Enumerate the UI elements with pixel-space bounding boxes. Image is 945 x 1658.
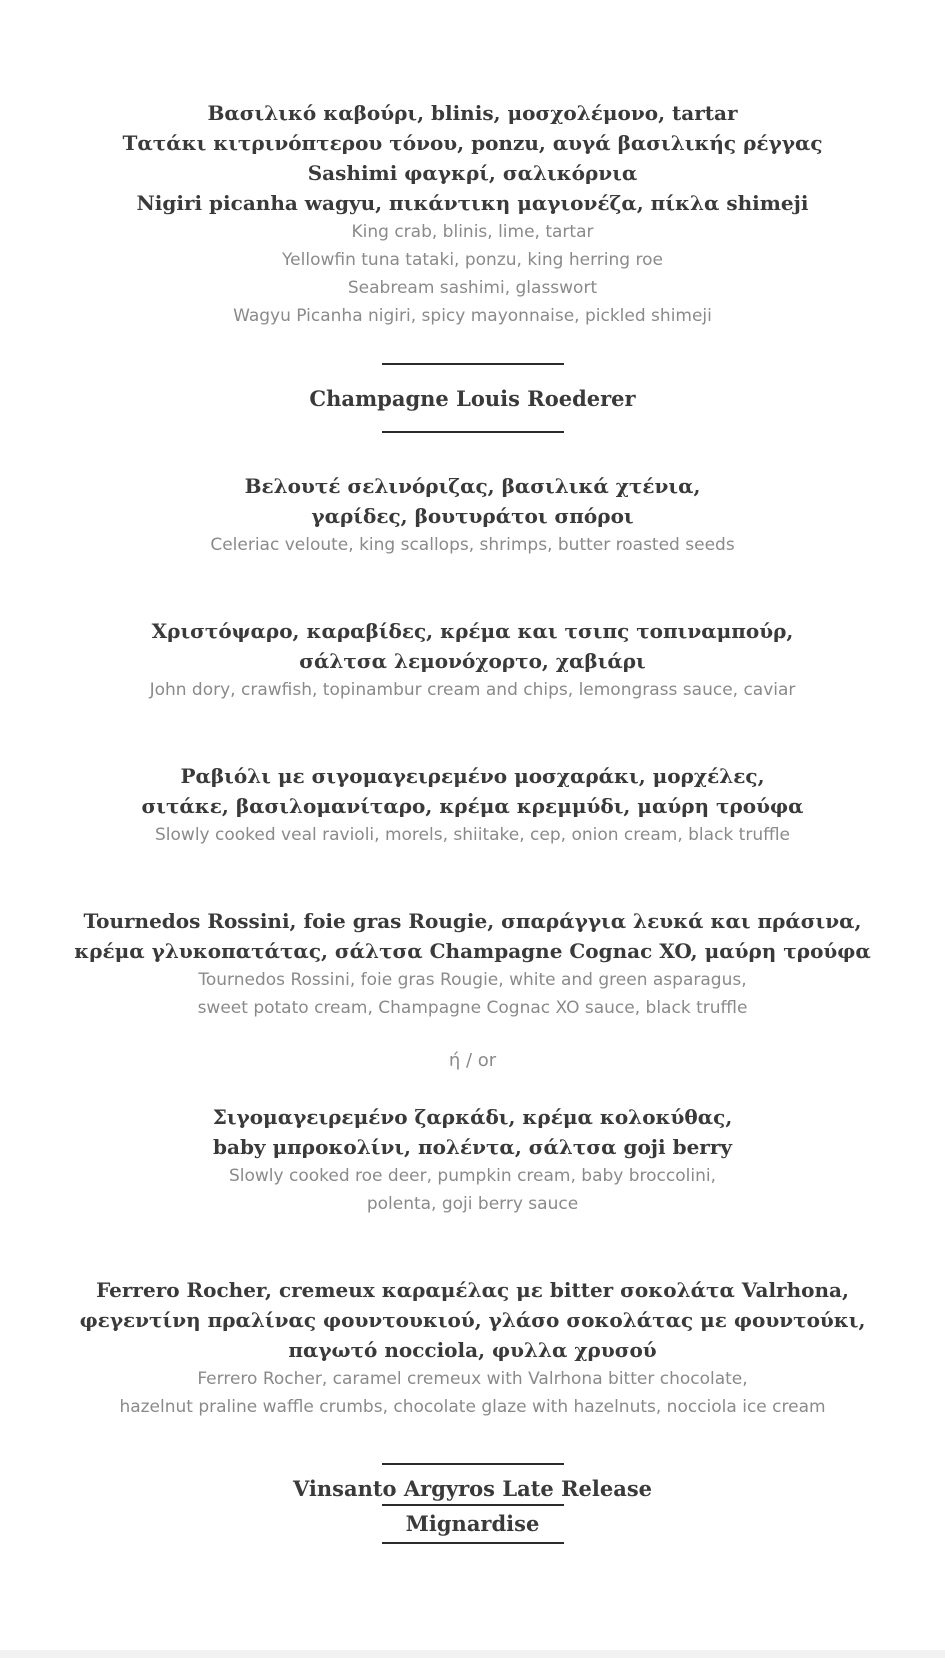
dish-title-gr: Βελουτέ σελινόριζας, βασιλικά χτένια,: [244, 474, 701, 498]
mignardise-label: Mignardise: [405, 1511, 540, 1536]
dish-title-gr: κρέμα γλυκοπατάτας, σάλτσα Champagne Cognac XO, μαύρη τρούφα: [74, 939, 871, 963]
dish-title-en: sweet potato cream, Champagne Cognac XO sauce, black truffle: [197, 998, 748, 1018]
course-main-deer: [0, 1102, 945, 1218]
dish-title-gr: Nigiri picanha wagyu, πικάντικη μαγιονέζα, πίκλα shimeji: [136, 191, 809, 215]
dish-title-gr: Sashimi φαγκρί, σαλικόρνια: [307, 161, 638, 185]
dish-title-en: Yellowfin tuna tataki, ponzu, king herring roe: [282, 250, 663, 270]
dish-title-en: John dory, crawfish, topinambur cream and chips, lemongrass sauce, caviar: [149, 680, 796, 700]
dish-title-en: Slowly cooked veal ravioli, morels, shiitake, cep, onion cream, black truffle: [155, 825, 790, 845]
course-fish: [0, 616, 945, 704]
dish-title-gr: baby μπροκολίνι, πολέντα, σάλτσα goji berry: [213, 1135, 732, 1159]
page-bottom-edge: [0, 1650, 945, 1658]
dish-title-gr: Tournedos Rossini, foie gras Rougie, σπαράγγια λευκά και πράσινα,: [83, 909, 862, 933]
dish-title-gr: παγωτό nocciola, φυλλα χρυσού: [288, 1338, 657, 1362]
dish-title-en: Slowly cooked roe deer, pumpkin cream, baby broccolini,: [228, 1166, 716, 1186]
wine-pairing: Champagne Louis Roederer: [309, 386, 636, 411]
dish-title-en: Ferrero Rocher, caramel cremeux with Valrhona bitter chocolate,: [197, 1369, 748, 1389]
dish-title-gr: σάλτσα λεμονόχορτο, χαβιάρι: [299, 649, 646, 673]
dish-title-gr: Ferrero Rocher, cremeux καραμέλας με bitter σοκολάτα Valrhona,: [96, 1278, 849, 1302]
dish-title-gr: σιτάκε, βασιλομανίταρο, κρέμα κρεμμύδι, μαύρη τρούφα: [141, 794, 804, 818]
course-pasta: [0, 761, 945, 849]
course-amuse-bouche: [0, 98, 945, 330]
dish-title-gr: Σιγομαγειρεμένο ζαρκάδι, κρέμα κολοκύθας,: [212, 1105, 733, 1129]
dish-title-gr: Τατάκι κιτρινόπτερου τόνου, ponzu, αυγά βασιλικής ρέγγας: [122, 131, 823, 155]
or-separator: ή / or: [448, 1050, 497, 1071]
dessert-wine-pairing: Vinsanto Argyros Late Release: [292, 1476, 653, 1501]
dish-title-gr: Χριστόψαρο, καραβίδες, κρέμα και τσιπς τοπιναμπούρ,: [151, 619, 794, 643]
course-main-beef: [0, 906, 945, 1022]
dish-title-en: Seabream sashimi, glasswort: [347, 278, 598, 298]
dish-title-en: Tournedos Rossini, foie gras Rougie, white and green asparagus,: [198, 970, 747, 990]
dish-title-en: Celeriac veloute, king scallops, shrimps, butter roasted seeds: [210, 535, 735, 555]
course-soup: [0, 471, 945, 559]
divider-line: [382, 1542, 564, 1544]
dish-title-gr: Βασιλικό καβούρι, blinis, μοσχολέμονο, tartar: [207, 101, 738, 125]
dish-title-gr: Ραβιόλι με σιγομαγειρεμένο μοσχαράκι, μορχέλες,: [180, 764, 765, 788]
dish-title-gr: γαρίδες, βουτυράτοι σπόροι: [311, 504, 634, 528]
dish-title-en: King crab, blinis, lime, tartar: [351, 222, 594, 242]
dish-title-gr: φεγεντίνη πραλίνας φουντουκιού, γλάσο σοκολάτας με φουντούκι,: [79, 1308, 866, 1332]
dish-title-en: Wagyu Picanha nigiri, spicy mayonnaise, pickled shimeji: [233, 306, 712, 326]
dish-title-en: hazelnut praline waffle crumbs, chocolate glaze with hazelnuts, nocciola ice cream: [119, 1397, 826, 1417]
dish-title-en: polenta, goji berry sauce: [366, 1194, 579, 1214]
course-dessert: [0, 1275, 945, 1421]
